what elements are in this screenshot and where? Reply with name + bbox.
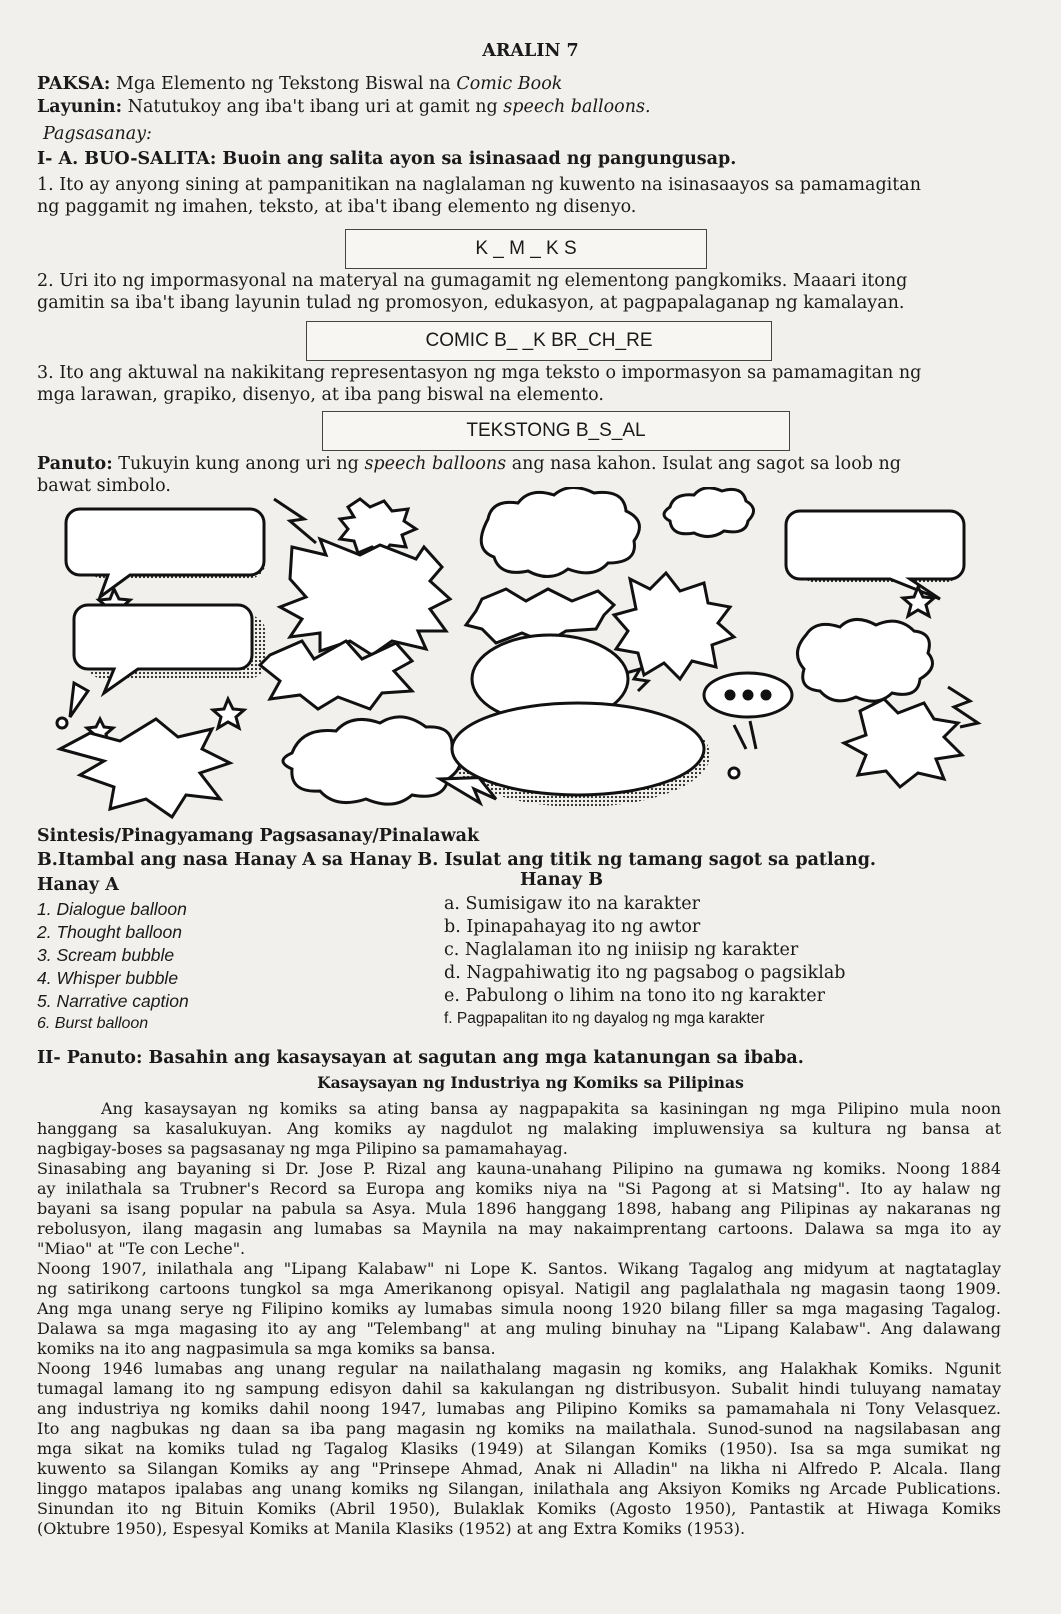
answer-box-1[interactable]: K _ M _ K S bbox=[345, 229, 707, 269]
q3-line1: 3. Ito ang aktuwal na nakikitang representasyon ng mga teksto o impormasyon sa pamamagitan ng bbox=[37, 363, 922, 383]
history-line: nagbigay-boses sa pagsasanay ng mga Pilipino sa pamamahayag. bbox=[37, 1139, 568, 1158]
history-line: Dalawa sa mga magasing ito ay ang "Telembang" at ang muling binuhay na "Lipang Kalabaw". Ang dalawang bbox=[37, 1319, 1001, 1338]
part2-title: Kasaysayan ng Industriya ng Komiks sa Pilipinas bbox=[317, 1073, 744, 1092]
history-line: bayani sa isang popular na pabula sa Asya. Mula 1896 hanggang 1898, habang ang Pilipinas ay nakaranas ng bbox=[37, 1199, 1001, 1218]
lesson-title: ARALIN 7 bbox=[482, 41, 579, 61]
oval-balloon-large bbox=[452, 703, 704, 795]
thought-cloud-small bbox=[664, 488, 754, 537]
speech-balloons-illustration bbox=[30, 487, 1035, 832]
hanay-b-item: d. Nagpahiwatig ito ng pagsabog o pagsiklab bbox=[444, 963, 846, 983]
q3-line2: mga larawan, grapiko, disenyo, at iba pang biswal na elemento. bbox=[37, 385, 604, 405]
hanay-b-item: e. Pabulong o lihim na tono ito ng karakter bbox=[444, 986, 826, 1006]
narrative-burst bbox=[60, 719, 230, 817]
paksa-italic: Comic Book bbox=[456, 74, 563, 94]
hanay-b-item: c. Naglalaman ito ng iniisip ng karakter bbox=[444, 940, 799, 960]
paksa-text: Mga Elemento ng Tekstong Biswal na bbox=[115, 74, 457, 94]
history-line: linggo matapos ipalabas ang unang komiks ng Silangan, inilathala ang Aksiyon Komiks ng Arcade Publications. bbox=[37, 1479, 1001, 1498]
burst-balloon bbox=[614, 573, 734, 679]
whisper-marks bbox=[734, 721, 756, 749]
hanay-a-text: 3. Scream bubble bbox=[37, 945, 175, 965]
hanay-a-item bbox=[37, 944, 174, 967]
hanay-b-item: b. Ipinapahayag ito ng awtor bbox=[444, 917, 701, 937]
layunin-italic: speech balloons. bbox=[503, 97, 651, 117]
q2-line1: 2. Uri ito ng impormasyonal na materyal na gumagamit ng elementong pangkomiks. Maaari itong bbox=[37, 271, 908, 291]
q2-line2: gamitin sa iba't ibang layunin tulad ng promosyon, edukasyon, at pagpapalaganap ng kamalayan. bbox=[37, 293, 905, 313]
history-line: Sinasabing ang bayaning si Dr. Jose P. Rizal ang kauna-unahang Pilipino na gumawa ng komiks. Noong 1884 bbox=[37, 1159, 1001, 1178]
partB-heading: B.Itambal ang nasa Hanay A sa Hanay B. Isulat ang titik ng tamang sagot sa patlang. bbox=[37, 850, 877, 870]
sintesis-heading: Sintesis/Pinagyamang Pagsasanay/Pinalawak bbox=[37, 826, 480, 846]
dialogue-balloon bbox=[74, 605, 252, 693]
history-line: Ito ang nagbukas ng daan sa iba pang magasin ng komiks na mailathala. Sunod-sunod na nagsilabasan ang bbox=[37, 1419, 1001, 1438]
paksa-line bbox=[37, 73, 562, 95]
rounded-balloon bbox=[786, 511, 964, 599]
hanay-a-item bbox=[37, 921, 182, 944]
history-line: ay inilathala sa Trubner's Record sa Europa ang komiks niya na "Si Pagong at si Matsing". Ito ay halaw ng bbox=[37, 1179, 1001, 1198]
layunin-text: Natutukoy ang iba't ibang uri at gamit ng bbox=[127, 97, 504, 117]
hanay-a-item bbox=[37, 990, 189, 1013]
panuto-text1: Tukuyin kung anong uri ng bbox=[118, 454, 365, 474]
history-line: Noong 1907, inilathala ang "Lipang Kalabaw" ni Lope K. Santos. Wikang Tagalog ang midyum at nagtataglay bbox=[37, 1259, 1001, 1278]
hanay-b-item: a. Sumisigaw ito na karakter bbox=[444, 894, 700, 914]
layunin-line bbox=[37, 96, 651, 118]
panuto-line2: bawat simbolo. bbox=[37, 476, 171, 496]
answer-box-2[interactable]: COMIC B_ _K BR_CH_RE bbox=[306, 321, 772, 361]
hanay-a-item: 6. Burst balloon bbox=[37, 1015, 149, 1032]
part2-heading: II- Panuto: Basahin ang kasaysayan at sagutan ang mga katanungan sa ibaba. bbox=[37, 1048, 804, 1068]
paksa-label: PAKSA: bbox=[37, 74, 111, 94]
q1-line1: 1. Ito ay anyong sining at pampanitikan na naglalaman ng kuwento na isinasaayos sa pamamagitan bbox=[37, 175, 921, 195]
scream-bubble bbox=[280, 539, 450, 655]
history-line: Ang kasaysayan ng komiks sa ating bansa ay nagpapakita sa kasiningan ng mga Pilipino mula noon bbox=[101, 1099, 1001, 1118]
thought-balloon bbox=[481, 487, 639, 576]
history-line: (Oktubre 1950), Espesyal Komiks at Manila Klasiks (1952) at ang Extra Komiks (1953). bbox=[37, 1519, 746, 1538]
part1a-heading: I- A. BUO-SALITA: Buoin ang salita ayon sa isinasaad ng pangungusap. bbox=[37, 149, 737, 169]
hanay-a-heading: Hanay A bbox=[37, 875, 119, 895]
hanay-a-item bbox=[37, 898, 187, 921]
history-line: Sinundan ito ng Bituin Komiks (Abril 1950), Bulaklak Komiks (Agosto 1950), Pantastik at Hiwaga Komiks bbox=[37, 1499, 1001, 1518]
lightning-icon bbox=[274, 499, 316, 543]
whisper-dot bbox=[57, 718, 67, 728]
answer-box-3[interactable]: TEKSTONG B_S_AL bbox=[322, 411, 790, 451]
history-line: tumagal lamang ito ng sampung edisyon dahil sa kakulangan ng distribusyon. Subalit hindi tuluyang namatay bbox=[37, 1379, 1001, 1398]
history-line: mga sikat na komiks tulad ng Tagalog Klasiks (1949) at Silangan Komiks (1950). Isa sa mga sumikat ng bbox=[37, 1439, 1001, 1458]
dot-icon bbox=[762, 691, 770, 699]
hanay-a-text: 2. Thought balloon bbox=[37, 922, 182, 942]
history-line: ng satirikong cartoons tungkol sa mga Amerikanong opisyal. Natigil ang paglalathala ng magasin taong 1909. bbox=[37, 1279, 1001, 1298]
zigzag-balloon bbox=[260, 641, 412, 709]
pagsasanay-label: Pagsasanay: bbox=[43, 124, 152, 144]
dialogue-balloon bbox=[66, 509, 264, 597]
thought-cloud-large bbox=[283, 717, 460, 804]
history-line: "Miao" at "Te con Leche". bbox=[37, 1239, 246, 1258]
hanay-a-item bbox=[37, 967, 178, 990]
cloud-balloon bbox=[797, 619, 932, 701]
dot-icon bbox=[726, 691, 734, 699]
star-icon bbox=[213, 699, 244, 728]
panuto-line1 bbox=[37, 453, 901, 475]
panuto-label: Panuto: bbox=[37, 454, 113, 474]
burst-balloon-right bbox=[844, 699, 962, 787]
dot-icon bbox=[744, 691, 752, 699]
panuto-text2: ang nasa kahon. Isulat ang sagot sa loob ng bbox=[506, 454, 901, 474]
history-line: ang industriya ng komiks dahil noong 1947, lumabas ang Pilipino Komiks sa pamamahala ni Tony Velasquez. bbox=[37, 1399, 1001, 1418]
history-line: komiks na ito ang nagpasimula sa mga komiks sa bansa. bbox=[37, 1339, 496, 1358]
hanay-b-heading: Hanay B bbox=[520, 870, 603, 890]
hanay-a-text: 5. Narrative caption bbox=[37, 991, 189, 1011]
hanay-a-text: 1. Dialogue balloon bbox=[37, 899, 187, 919]
panuto-italic: speech balloons bbox=[364, 454, 507, 474]
history-line: kuwento sa Silangan Komiks ay ang "Prinsepe Ahmad, Anak ni Alladin" na likha ni Alfredo P. Alcala. Ilang bbox=[37, 1459, 1001, 1478]
hanay-a-text: 4. Whisper bubble bbox=[37, 968, 179, 988]
history-line: hanggang sa kasalukuyan. Ang komiks ay nagdulot ng malaking impluwensiya sa kultura ng bansa at bbox=[37, 1119, 1001, 1138]
history-line: Noong 1946 lumabas ang unang regular na nailathalang magasin ng komiks, ang Halakhak Komiks. Ngunit bbox=[37, 1359, 1001, 1378]
history-line: rebolusyon, ilang magasin ang lumabas sa Maynila na may nakaimprentang cartoons. Dalawa sa mga ito ay bbox=[37, 1219, 1001, 1238]
layunin-label: Layunin: bbox=[37, 97, 123, 117]
q1-line2: ng paggamit ng imahen, teksto, at iba't ibang elemento ng disenyo. bbox=[37, 197, 637, 217]
history-line: Ang mga unang serye ng Filipino komiks ay lumabas simula noong 1920 bilang filler sa mga magasing Tagalog. bbox=[37, 1299, 1001, 1318]
whisper-dot bbox=[729, 768, 739, 778]
hanay-b-item: f. Pagpapalitan ito ng dayalog ng mga karakter bbox=[444, 1010, 765, 1027]
whisper-tail bbox=[70, 683, 88, 717]
